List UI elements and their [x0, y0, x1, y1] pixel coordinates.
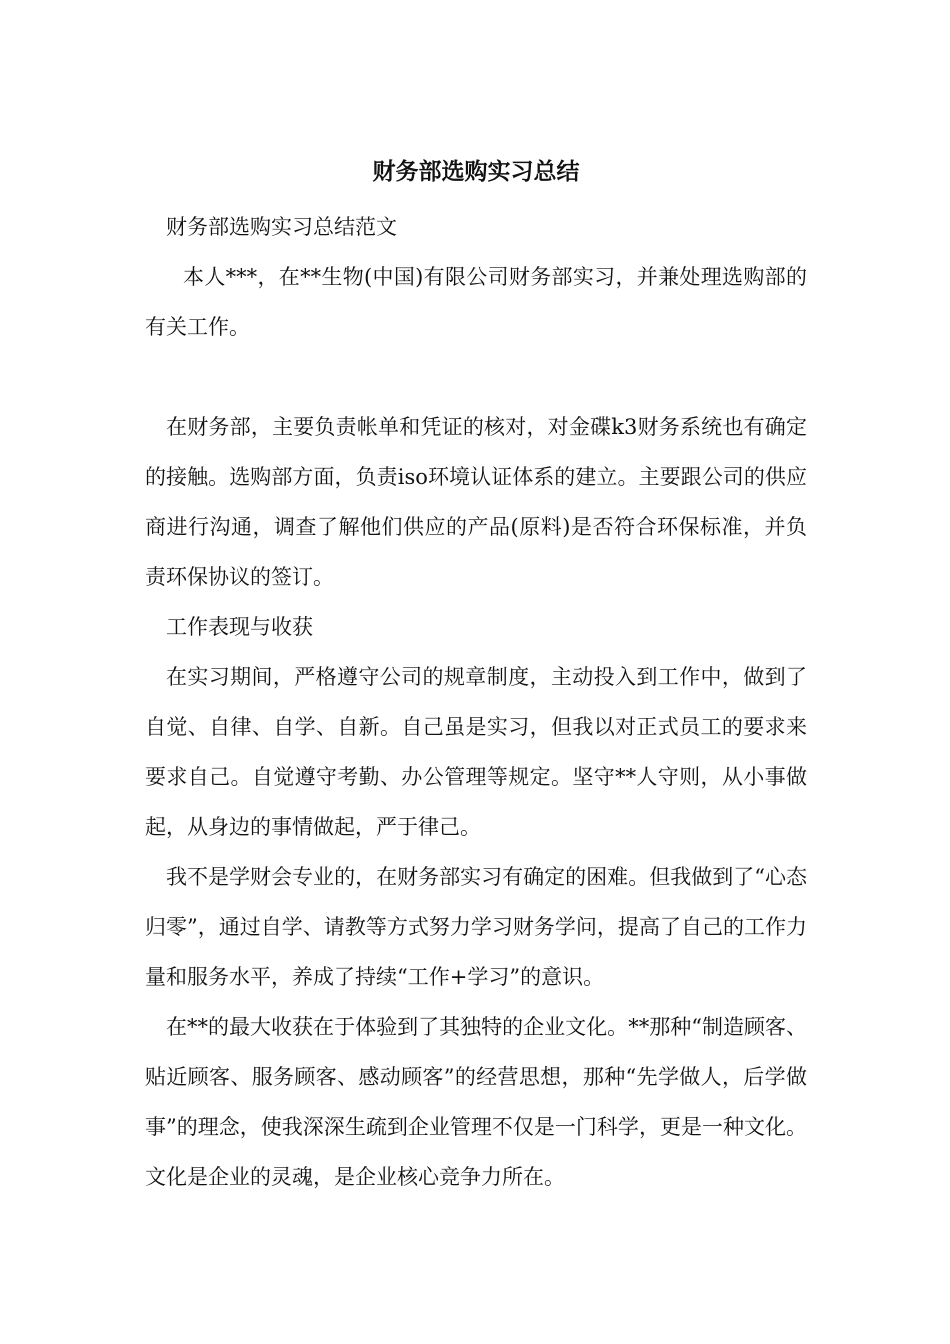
- intro-paragraph: 本人***，在**生物(中国)有限公司财务部实习，并兼处理选购部的有关工作。: [145, 265, 807, 339]
- document-subtitle: 财务部选购实习总结范文: [166, 215, 397, 239]
- section-paragraph-1: 在实习期间，严格遵守公司的规章制度，主动投入到工作中，做到了自觉、自律、自学、自新。自己虽是实习，但我以对正式员工的要求来要求自己。自觉遵守考勤、办公管理等规定。坚守**人守则，从小事做起，从身边的事情做起，严于律己。: [145, 665, 807, 839]
- document-title: 财务部选购实习总结: [372, 158, 580, 185]
- body-paragraph-1: 在财务部，主要负责帐单和凭证的核对，对金碟k3财务系统也有确定的接触。选购部方面，负责iso环境认证体系的建立。主要跟公司的供应商进行沟通，调查了解他们供应的产品(原料)是否符合环保标准，并负责环保协议的签订。: [145, 415, 807, 589]
- blank-line: [145, 352, 807, 402]
- section-heading: 工作表现与收获: [166, 615, 313, 639]
- document-body: [145, 150, 807, 1202]
- section-paragraph-3: 在**的最大收获在于体验到了其独特的企业文化。**那种“制造顾客、贴近顾客、服务顾客、感动顾客”的经营思想，那种“先学做人，后学做事”的理念，使我深深生疏到企业管理不仅是一门科学，更是一种文化。文化是企业的灵魂，是企业核心竞争力所在。: [145, 1015, 807, 1189]
- section-paragraph-2: 我不是学财会专业的，在财务部实习有确定的困难。但我做到了“心态归零”，通过自学、请教等方式努力学习财务学问，提高了自己的工作力量和服务水平，养成了持续“工作+学习”的意识。: [145, 865, 807, 989]
